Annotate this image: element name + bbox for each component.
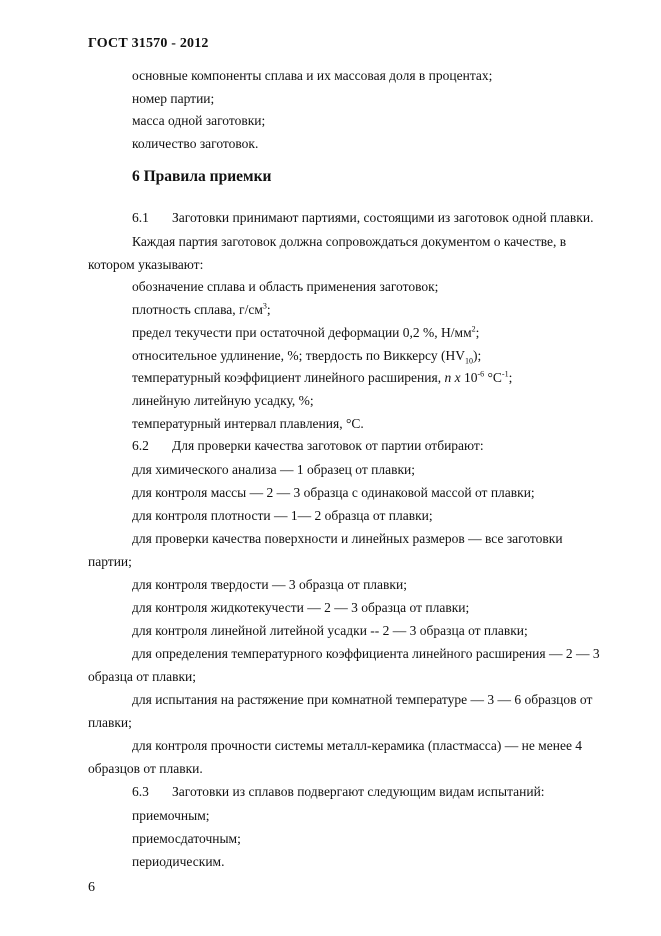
paragraph-text: Заготовки принимают партиями, состоящими из заготовок одной плавки. xyxy=(172,210,594,225)
list-item: приемосдаточным; xyxy=(132,831,241,846)
list-item: периодическим. xyxy=(132,854,225,869)
paragraph-text: Заготовки из сплавов подвергают следующим видам испытаний: xyxy=(172,784,545,799)
list-item: для контроля прочности системы металл-керамика (пластмасса) — не менее 4 xyxy=(132,738,583,753)
list-item: температурный коэффициент линейного расширения, n x $10^{-6}$ $^\circ C^{-1}$; xyxy=(132,369,513,385)
list-item: предел текучести при остаточной деформации 0,2 %, $Н/мм^2$; xyxy=(132,324,480,340)
paragraph-number: 6.1 xyxy=(132,210,149,225)
list-item: количество заготовок. xyxy=(132,136,259,151)
list-item: обозначение сплава и область применения заготовок; xyxy=(132,279,439,294)
list-item: для контроля линейной литейной усадки -- 2 — 3 образца от плавки; xyxy=(132,623,528,638)
list-item-cont: образцов от плавки. xyxy=(88,761,203,776)
section-title: 6 Правила приемки xyxy=(132,168,272,185)
list-item: относительное удлинение, %; твердость по Виккерсу $(HV_{10})$; xyxy=(132,348,482,366)
list-item: линейную литейную усадку, %; xyxy=(132,393,314,408)
paragraph-text: Для проверки качества заготовок от партии отбирают: xyxy=(172,438,484,453)
paragraph-line: котором указывают: xyxy=(88,257,204,272)
paragraph-number: 6.2 xyxy=(132,438,149,453)
list-item: для химического анализа — 1 образец от плавки; xyxy=(132,462,415,477)
list-item: масса одной заготовки; xyxy=(132,113,266,128)
page-number: 6 xyxy=(88,880,95,895)
list-item: плотность сплава, $г/см^3$; xyxy=(132,301,271,317)
list-item: для контроля жидкотекучести — 2 — 3 образца от плавки; xyxy=(132,600,470,615)
list-item-cont: образца от плавки; xyxy=(88,669,196,684)
paragraph-line: Каждая партия заготовок должна сопровождаться документом о качестве, в xyxy=(132,234,567,249)
list-item: номер партии; xyxy=(132,91,215,106)
list-item: для контроля плотности — 1— 2 образца от плавки; xyxy=(132,508,433,523)
list-item-cont: плавки; xyxy=(88,715,132,730)
paragraph-number: 6.3 xyxy=(132,784,149,799)
list-item: для контроля массы — 2 — 3 образца с одинаковой массой от плавки; xyxy=(132,485,535,500)
list-item: приемочным; xyxy=(132,808,210,823)
list-item: для контроля твердости — 3 образца от плавки; xyxy=(132,577,407,592)
list-item: для испытания на растяжение при комнатной температуре — 3 — 6 образцов от xyxy=(132,692,593,707)
document-header: ГОСТ 31570 - 2012 xyxy=(88,36,209,51)
list-item: основные компоненты сплава и их массовая доля в процентах; xyxy=(132,68,493,83)
list-item: для проверки качества поверхности и линейных размеров — все заготовки xyxy=(132,531,563,546)
list-item: для определения температурного коэффициента линейного расширения — 2 — 3 xyxy=(132,646,600,661)
list-item: температурный интервал плавления, °С. xyxy=(132,416,364,431)
list-item-cont: партии; xyxy=(88,554,132,569)
